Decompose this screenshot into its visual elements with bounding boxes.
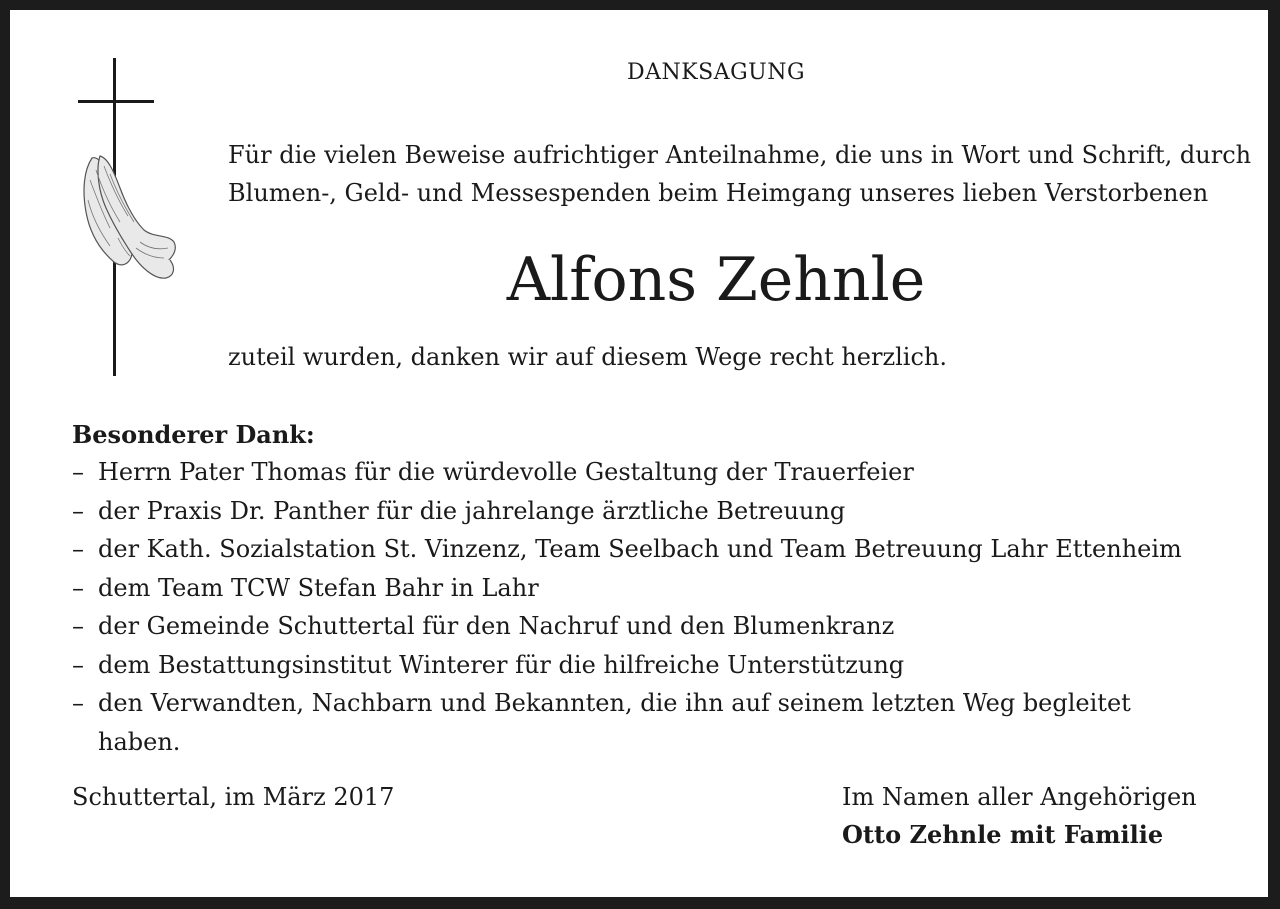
praying-hands-icon — [70, 150, 180, 285]
notice-title: DANKSAGUNG — [626, 60, 806, 85]
dash-mark: – — [72, 573, 84, 602]
signature-line: Im Namen aller Angehörigen — [842, 783, 1197, 811]
list-item-text: der Praxis Dr. Panther für die jahrelange ärztliche Betreuung — [98, 496, 846, 525]
signature-family: Otto Zehnle mit Familie — [842, 820, 1164, 849]
obituary-notice — [10, 10, 1268, 897]
list-item-text: der Kath. Sozialstation St. Vinzenz, Team Seelbach und Team Betreuung Lahr Ettenheim — [98, 535, 1182, 563]
list-item — [72, 569, 1212, 608]
list-item-text: den Verwandten, Nachbarn und Bekannten, die ihn auf seinem letzten Weg begleitet — [98, 689, 1131, 717]
dash-mark: – — [72, 650, 84, 679]
dash-mark: – — [72, 535, 84, 563]
list-item-text: Herrn Pater Thomas für die würdevolle Gestaltung der Trauerfeier — [98, 458, 914, 486]
list-item-text: haben. — [98, 727, 181, 756]
list-item — [72, 453, 1212, 492]
place-date: Schuttertal, im März 2017 — [72, 783, 395, 811]
cross-horizontal-beam — [78, 100, 154, 103]
list-item — [72, 607, 1212, 646]
list-item — [72, 646, 1212, 685]
list-item-text: dem Team TCW Stefan Bahr in Lahr — [98, 573, 539, 602]
dash-mark: – — [72, 458, 84, 486]
closing-line: zuteil wurden, danken wir auf diesem Wege recht herzlich. — [228, 343, 948, 371]
dash-mark: – — [72, 612, 84, 640]
intro-line: Für die vielen Beweise aufrichtiger Anteilnahme, die uns in Wort und Schrift, durch — [228, 141, 1252, 169]
dash-mark: – — [72, 689, 84, 717]
list-item-text: der Gemeinde Schuttertal für den Nachruf und den Blumenkranz — [98, 612, 895, 640]
list-item-continuation — [72, 723, 1212, 762]
thanks-list — [72, 453, 1212, 761]
signature-block — [842, 778, 1197, 854]
list-item — [72, 492, 1212, 531]
list-item-text: dem Bestattungsinstitut Winterer für die hilfreiche Unterstützung — [98, 650, 905, 679]
intro-line: Blumen-, Geld- und Messespenden beim Heimgang unseres lieben Verstorbenen — [228, 179, 1209, 207]
deceased-name: Alfons Zehnle — [506, 245, 926, 315]
list-item — [72, 684, 1212, 723]
dash-mark: – — [72, 496, 84, 525]
thanks-heading: Besonderer Dank: — [72, 420, 315, 449]
intro-text — [228, 136, 1251, 212]
list-item — [72, 530, 1212, 569]
